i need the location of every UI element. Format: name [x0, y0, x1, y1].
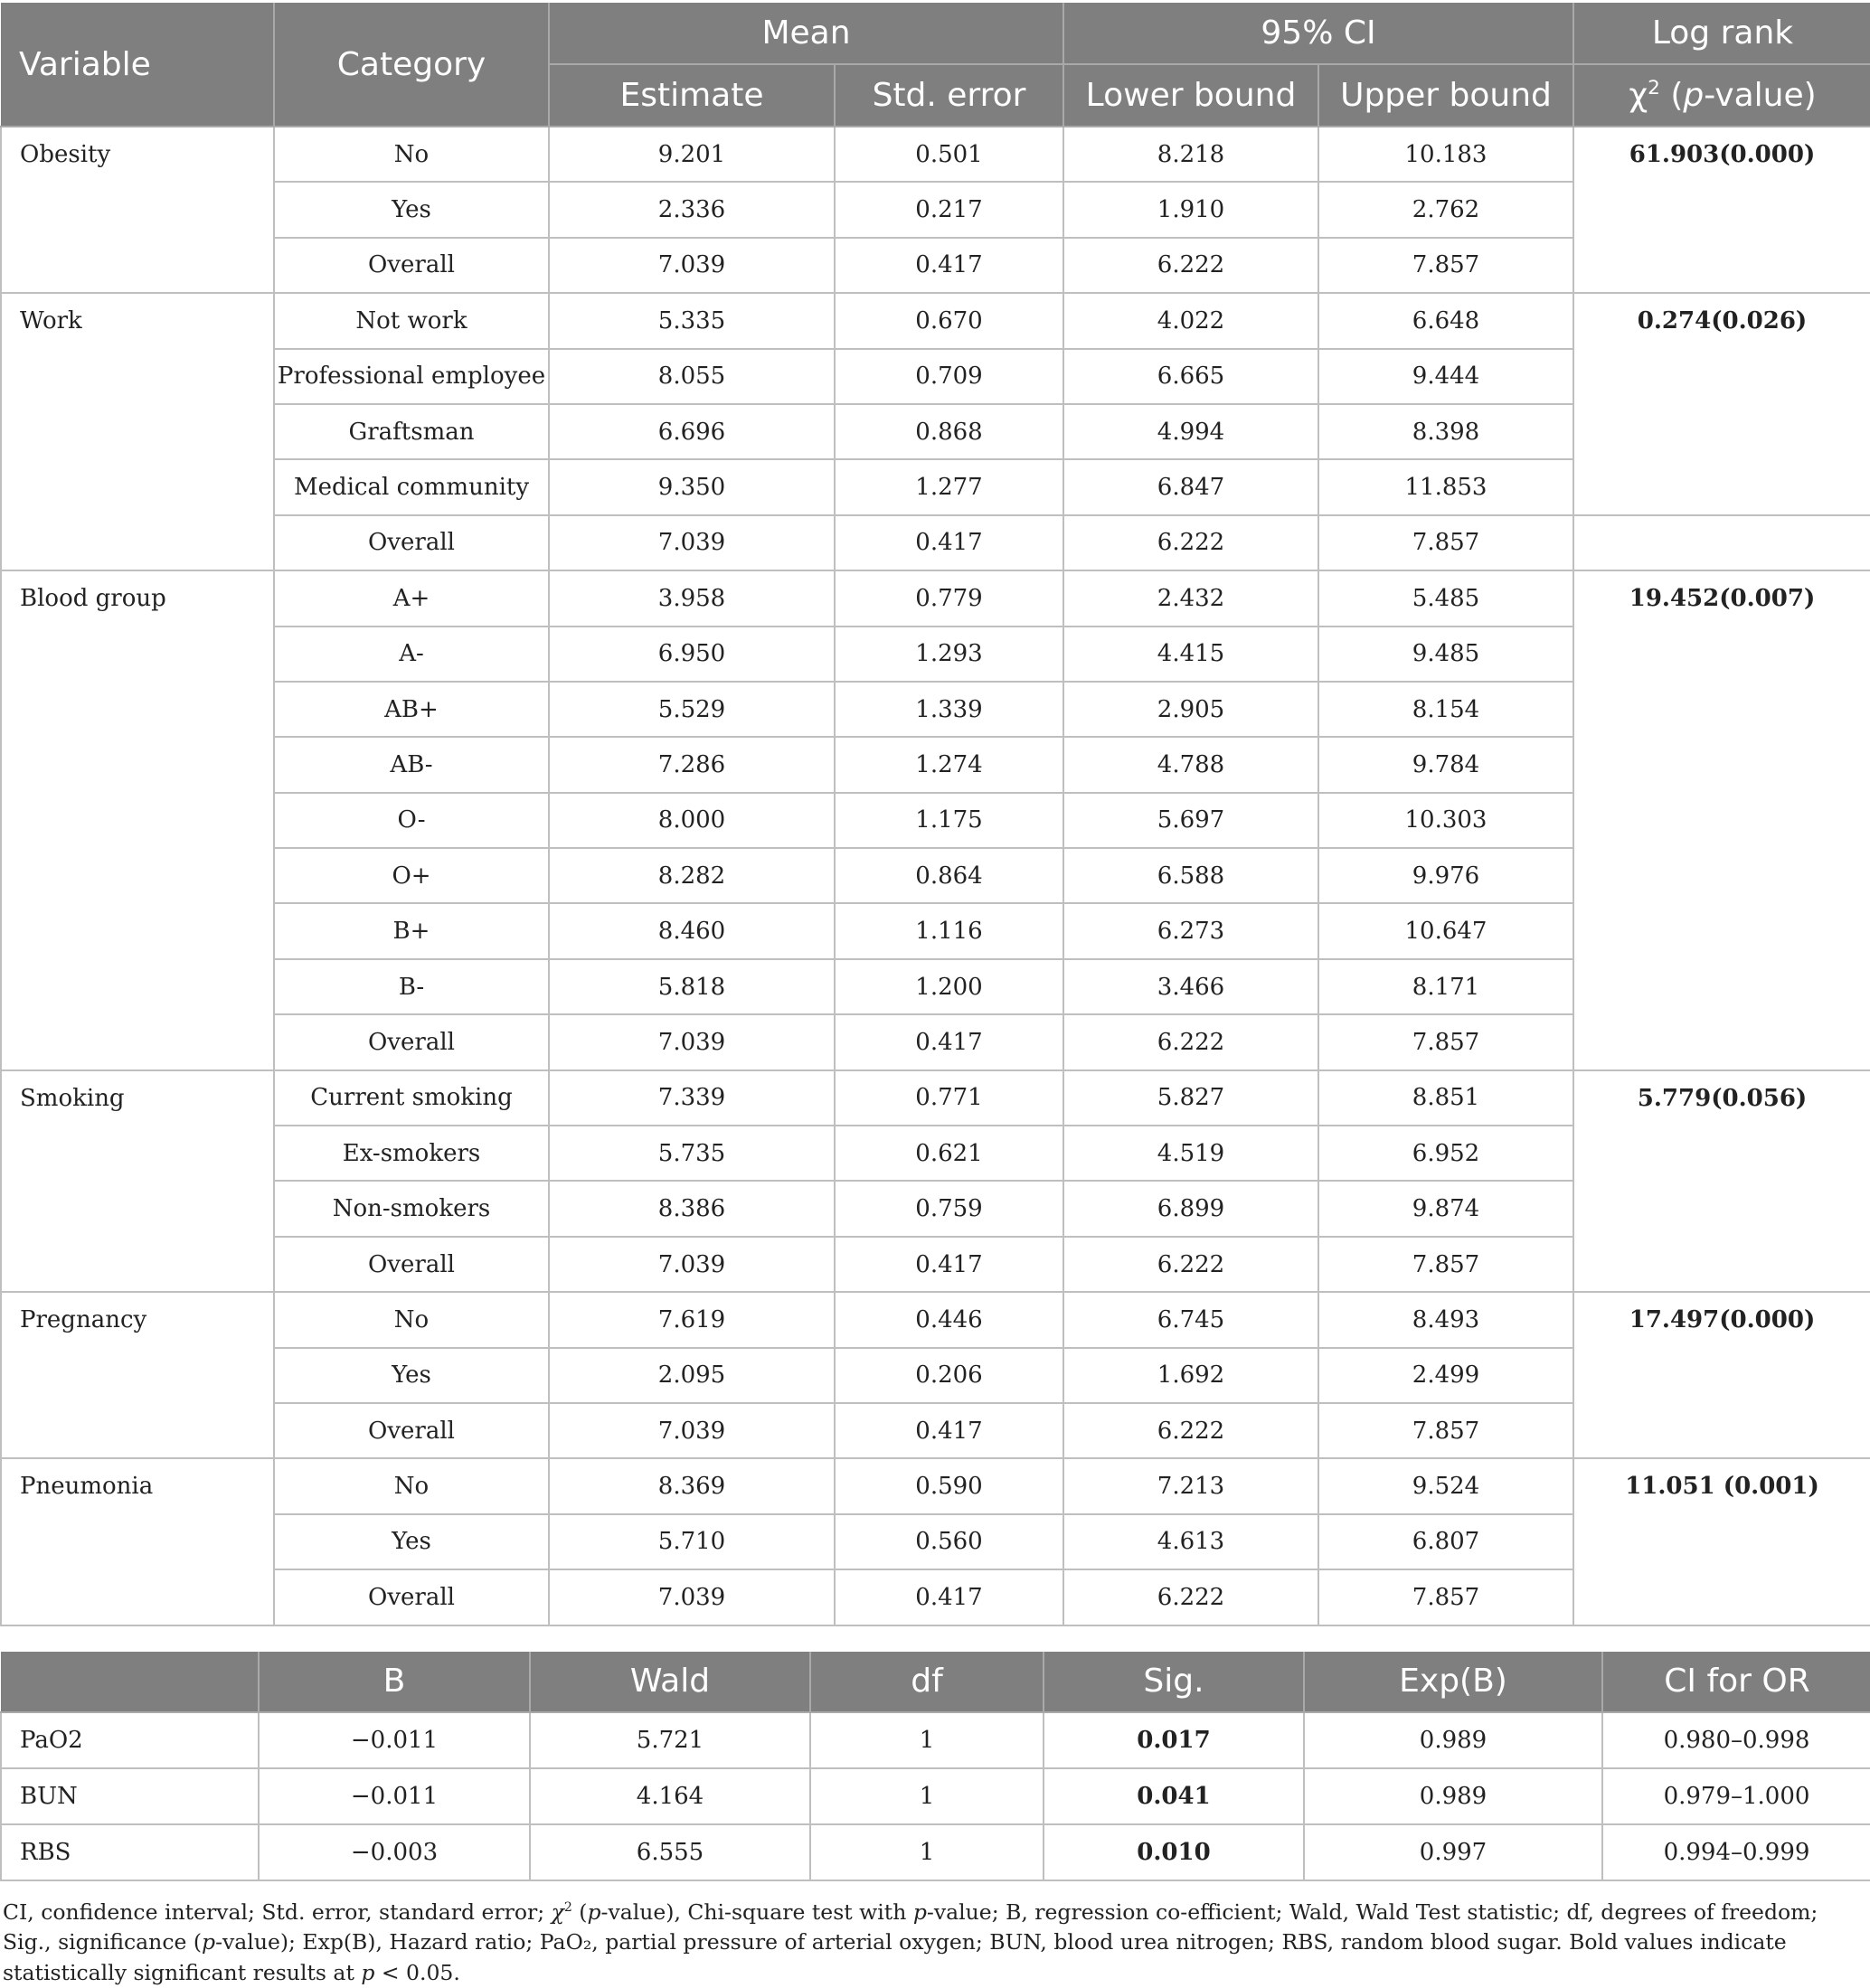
footnote-p: p — [912, 1898, 927, 1925]
estimate-cell: 6.950 — [549, 627, 835, 682]
header-mean: Mean — [549, 3, 1063, 64]
category-cell: Not work — [274, 293, 549, 348]
variable-cell: Pneumonia — [1, 1458, 274, 1625]
category-cell: Non-smokers — [274, 1181, 549, 1236]
estimate-cell: 8.369 — [549, 1458, 835, 1513]
upper-bound-cell: 2.499 — [1318, 1348, 1573, 1403]
estimate-cell: 5.529 — [549, 682, 835, 737]
predictor-label: PaO2 — [1, 1712, 259, 1768]
estimate-cell: 9.201 — [549, 127, 835, 182]
estimate-cell: 7.339 — [549, 1070, 835, 1126]
category-cell: B- — [274, 959, 549, 1014]
lower-bound-cell: 4.519 — [1063, 1126, 1318, 1181]
category-cell: Overall — [274, 1014, 549, 1069]
header-estimate: Estimate — [549, 64, 835, 127]
std-error-cell: 1.293 — [835, 627, 1063, 682]
estimate-cell: 7.039 — [549, 1403, 835, 1458]
category-cell: Ex-smokers — [274, 1126, 549, 1181]
footnote-p: p — [202, 1929, 216, 1955]
b-cell: −0.011 — [259, 1768, 530, 1824]
category-cell: No — [274, 127, 549, 182]
lower-bound-cell: 2.432 — [1063, 570, 1318, 626]
std-error-cell: 0.446 — [835, 1292, 1063, 1347]
lower-bound-cell: 2.905 — [1063, 682, 1318, 737]
sig-cell: 0.010 — [1044, 1824, 1304, 1880]
category-cell: A+ — [274, 570, 549, 626]
upper-bound-cell: 7.857 — [1318, 1237, 1573, 1292]
df-cell: 1 — [810, 1712, 1044, 1768]
lower-bound-cell: 4.788 — [1063, 737, 1318, 792]
upper-bound-cell: 9.874 — [1318, 1181, 1573, 1236]
estimate-cell: 7.619 — [549, 1292, 835, 1347]
std-error-cell: 0.501 — [835, 127, 1063, 182]
estimate-cell: 5.818 — [549, 959, 835, 1014]
header-upper-bound: Upper bound — [1318, 64, 1573, 127]
upper-bound-cell: 9.485 — [1318, 627, 1573, 682]
log-rank-cell: 0.274(0.026) — [1573, 293, 1870, 515]
chi-symbol: χ — [1629, 77, 1648, 114]
regression-header: CI for OR — [1602, 1652, 1870, 1712]
std-error-cell: 1.277 — [835, 459, 1063, 514]
upper-bound-cell: 10.183 — [1318, 127, 1573, 182]
lower-bound-cell: 4.415 — [1063, 627, 1318, 682]
regression-header: Sig. — [1044, 1652, 1304, 1712]
estimate-cell: 5.735 — [549, 1126, 835, 1181]
log-rank-cell: 61.903(0.000) — [1573, 127, 1870, 293]
footnote-part: -value); Exp(B), Hazard ratio; PaO₂, partial pressure of arterial oxygen; BUN, blood urea nitrogen; RBS, random blood sugar. Bold values indicate statistically significant results at — [3, 1929, 1787, 1986]
upper-bound-cell: 6.952 — [1318, 1126, 1573, 1181]
category-cell: Professional employee — [274, 349, 549, 404]
exp-b-cell: 0.997 — [1304, 1824, 1602, 1880]
upper-bound-cell: 10.647 — [1318, 903, 1573, 958]
category-cell: A- — [274, 627, 549, 682]
std-error-cell: 0.417 — [835, 1569, 1063, 1625]
upper-bound-cell: 7.857 — [1318, 238, 1573, 293]
lower-bound-cell: 6.222 — [1063, 515, 1318, 570]
category-cell: Yes — [274, 182, 549, 237]
upper-bound-cell: 8.398 — [1318, 404, 1573, 459]
df-cell: 1 — [810, 1824, 1044, 1880]
lower-bound-cell: 6.222 — [1063, 1237, 1318, 1292]
estimate-cell: 7.039 — [549, 1569, 835, 1625]
category-cell: O+ — [274, 848, 549, 903]
category-cell: Overall — [274, 238, 549, 293]
log-rank-cell: 19.452(0.007) — [1573, 570, 1870, 1070]
footnote-part: ( — [571, 1898, 588, 1925]
estimate-cell: 2.336 — [549, 182, 835, 237]
std-error-cell: 1.200 — [835, 959, 1063, 1014]
p-letter: p — [1683, 77, 1705, 114]
estimate-cell: 6.696 — [549, 404, 835, 459]
lower-bound-cell: 8.218 — [1063, 127, 1318, 182]
variable-cell: Work — [1, 293, 274, 570]
footnote-chi: χ — [551, 1898, 564, 1925]
estimate-cell: 9.350 — [549, 459, 835, 514]
lower-bound-cell: 4.994 — [1063, 404, 1318, 459]
table-row — [1, 570, 1870, 626]
std-error-cell: 0.417 — [835, 515, 1063, 570]
regression-header-row — [1, 1652, 1870, 1712]
estimate-cell: 5.710 — [549, 1514, 835, 1569]
estimate-cell: 7.286 — [549, 737, 835, 792]
regression-header: df — [810, 1652, 1044, 1712]
estimate-cell: 7.039 — [549, 515, 835, 570]
footnote-part: CI, confidence interval; Std. error, standard error; — [3, 1898, 552, 1925]
category-cell: Yes — [274, 1348, 549, 1403]
upper-bound-cell: 9.976 — [1318, 848, 1573, 903]
lower-bound-cell: 1.692 — [1063, 1348, 1318, 1403]
df-cell: 1 — [810, 1768, 1044, 1824]
std-error-cell: 0.779 — [835, 570, 1063, 626]
table-row — [1, 515, 1870, 570]
category-cell: Overall — [274, 1237, 549, 1292]
category-cell: Graftsman — [274, 404, 549, 459]
estimate-cell: 7.039 — [549, 1014, 835, 1069]
estimate-cell: 7.039 — [549, 238, 835, 293]
table-row — [1, 1712, 1870, 1768]
upper-bound-cell: 7.857 — [1318, 1014, 1573, 1069]
std-error-cell: 0.417 — [835, 1403, 1063, 1458]
estimate-cell: 8.055 — [549, 349, 835, 404]
lower-bound-cell: 6.847 — [1063, 459, 1318, 514]
b-cell: −0.011 — [259, 1712, 530, 1768]
upper-bound-cell: 5.485 — [1318, 570, 1573, 626]
lower-bound-cell: 5.827 — [1063, 1070, 1318, 1126]
ci-or-cell: 0.994–0.999 — [1602, 1824, 1870, 1880]
std-error-cell: 0.864 — [835, 848, 1063, 903]
lower-bound-cell: 3.466 — [1063, 959, 1318, 1014]
lower-bound-cell: 6.222 — [1063, 238, 1318, 293]
predictor-label: RBS — [1, 1824, 259, 1880]
log-rank-cell: 5.779(0.056) — [1573, 1070, 1870, 1293]
log-rank-cell: 17.497(0.000) — [1573, 1292, 1870, 1458]
upper-bound-cell: 7.857 — [1318, 1569, 1573, 1625]
header-log-rank: Log rank — [1573, 3, 1870, 64]
std-error-cell: 0.217 — [835, 182, 1063, 237]
lower-bound-cell: 6.273 — [1063, 903, 1318, 958]
std-error-cell: 0.206 — [835, 1348, 1063, 1403]
upper-bound-cell: 9.784 — [1318, 737, 1573, 792]
lower-bound-cell: 4.613 — [1063, 1514, 1318, 1569]
b-cell: −0.003 — [259, 1824, 530, 1880]
std-error-cell: 1.116 — [835, 903, 1063, 958]
category-cell: Overall — [274, 515, 549, 570]
table-row — [1, 1458, 1870, 1513]
lower-bound-cell: 6.665 — [1063, 349, 1318, 404]
regression-header: B — [259, 1652, 530, 1712]
category-cell: No — [274, 1458, 549, 1513]
std-error-cell: 0.621 — [835, 1126, 1063, 1181]
category-cell: Current smoking — [274, 1070, 549, 1126]
estimate-cell: 8.000 — [549, 793, 835, 848]
upper-bound-cell: 9.524 — [1318, 1458, 1573, 1513]
survival-table — [0, 3, 1870, 1626]
upper-bound-cell: 9.444 — [1318, 349, 1573, 404]
lower-bound-cell: 6.222 — [1063, 1403, 1318, 1458]
wald-cell: 6.555 — [530, 1824, 810, 1880]
estimate-cell: 8.282 — [549, 848, 835, 903]
std-error-cell: 1.339 — [835, 682, 1063, 737]
header-chi-square — [1573, 64, 1870, 127]
lower-bound-cell: 6.745 — [1063, 1292, 1318, 1347]
std-error-cell: 0.771 — [835, 1070, 1063, 1126]
table-row — [1, 1070, 1870, 1126]
upper-bound-cell: 8.493 — [1318, 1292, 1573, 1347]
sig-cell: 0.041 — [1044, 1768, 1304, 1824]
footnote-part: < 0.05. — [374, 1960, 460, 1986]
header-category: Category — [274, 3, 549, 127]
table-row — [1, 1824, 1870, 1880]
upper-bound-cell: 6.648 — [1318, 293, 1573, 348]
estimate-cell: 5.335 — [549, 293, 835, 348]
regression-table — [0, 1652, 1870, 1881]
upper-bound-cell: 8.154 — [1318, 682, 1573, 737]
estimate-cell: 2.095 — [549, 1348, 835, 1403]
upper-bound-cell: 8.171 — [1318, 959, 1573, 1014]
std-error-cell: 1.274 — [835, 737, 1063, 792]
lower-bound-cell: 6.222 — [1063, 1014, 1318, 1069]
std-error-cell: 0.709 — [835, 349, 1063, 404]
category-cell: Yes — [274, 1514, 549, 1569]
std-error-cell: 0.670 — [835, 293, 1063, 348]
variable-cell: Obesity — [1, 127, 274, 293]
header-std-error: Std. error — [835, 64, 1063, 127]
std-error-cell: 0.759 — [835, 1181, 1063, 1236]
std-error-cell: 0.417 — [835, 1014, 1063, 1069]
upper-bound-cell: 7.857 — [1318, 515, 1573, 570]
category-cell: No — [274, 1292, 549, 1347]
footnote-part: -value; B, regression co-efficient; Wald, Wald Test statistic; df, degrees of freedom; Sig., significance ( — [3, 1898, 1818, 1955]
sig-cell: 0.017 — [1044, 1712, 1304, 1768]
lower-bound-cell: 6.899 — [1063, 1181, 1318, 1236]
std-error-cell: 0.417 — [835, 1237, 1063, 1292]
survival-table-body — [1, 127, 1870, 1625]
table-row — [1, 1292, 1870, 1347]
lower-bound-cell: 7.213 — [1063, 1458, 1318, 1513]
table-row — [1, 1768, 1870, 1824]
table-footnote — [0, 1892, 1861, 1988]
regression-header — [1, 1652, 259, 1712]
ci-or-cell: 0.979–1.000 — [1602, 1768, 1870, 1824]
header-variable: Variable — [1, 3, 274, 127]
variable-cell: Smoking — [1, 1070, 274, 1293]
estimate-cell: 8.386 — [549, 1181, 835, 1236]
chi-open-paren: ( — [1659, 77, 1684, 114]
category-cell: Medical community — [274, 459, 549, 514]
category-cell: B+ — [274, 903, 549, 958]
std-error-cell: 0.590 — [835, 1458, 1063, 1513]
lower-bound-cell: 6.222 — [1063, 1569, 1318, 1625]
upper-bound-cell: 2.762 — [1318, 182, 1573, 237]
table-row — [1, 293, 1870, 348]
category-cell: Overall — [274, 1569, 549, 1625]
lower-bound-cell: 4.022 — [1063, 293, 1318, 348]
footnote-sup: 2 — [563, 1899, 572, 1915]
variable-cell: Blood group — [1, 570, 274, 1070]
log-rank-empty-cell — [1573, 515, 1870, 570]
regression-header: Exp(B) — [1304, 1652, 1602, 1712]
header-95-ci: 95% CI — [1063, 3, 1573, 64]
estimate-cell: 7.039 — [549, 1237, 835, 1292]
ci-or-cell: 0.980–0.998 — [1602, 1712, 1870, 1768]
chi-p-value-suffix: -value) — [1704, 77, 1817, 114]
std-error-cell: 0.417 — [835, 238, 1063, 293]
predictor-label: BUN — [1, 1768, 259, 1824]
regression-header: Wald — [530, 1652, 810, 1712]
category-cell: AB- — [274, 737, 549, 792]
footnote-p: p — [361, 1960, 375, 1986]
footnote-part: -value), Chi-square test with — [600, 1898, 913, 1925]
lower-bound-cell: 5.697 — [1063, 793, 1318, 848]
category-cell: AB+ — [274, 682, 549, 737]
regression-table-body — [1, 1712, 1870, 1880]
category-cell: Overall — [274, 1403, 549, 1458]
estimate-cell: 3.958 — [549, 570, 835, 626]
lower-bound-cell: 6.588 — [1063, 848, 1318, 903]
upper-bound-cell: 10.303 — [1318, 793, 1573, 848]
table-row — [1, 127, 1870, 182]
upper-bound-cell: 6.807 — [1318, 1514, 1573, 1569]
chi-superscript: 2 — [1648, 77, 1660, 99]
upper-bound-cell: 8.851 — [1318, 1070, 1573, 1126]
exp-b-cell: 0.989 — [1304, 1712, 1602, 1768]
category-cell: O- — [274, 793, 549, 848]
lower-bound-cell: 1.910 — [1063, 182, 1318, 237]
exp-b-cell: 0.989 — [1304, 1768, 1602, 1824]
std-error-cell: 1.175 — [835, 793, 1063, 848]
footnote-p: p — [587, 1898, 601, 1925]
std-error-cell: 0.560 — [835, 1514, 1063, 1569]
estimate-cell: 8.460 — [549, 903, 835, 958]
upper-bound-cell: 7.857 — [1318, 1403, 1573, 1458]
wald-cell: 5.721 — [530, 1712, 810, 1768]
variable-cell: Pregnancy — [1, 1292, 274, 1458]
upper-bound-cell: 11.853 — [1318, 459, 1573, 514]
header-lower-bound: Lower bound — [1063, 64, 1318, 127]
std-error-cell: 0.868 — [835, 404, 1063, 459]
wald-cell: 4.164 — [530, 1768, 810, 1824]
log-rank-cell: 11.051 (0.001) — [1573, 1458, 1870, 1625]
